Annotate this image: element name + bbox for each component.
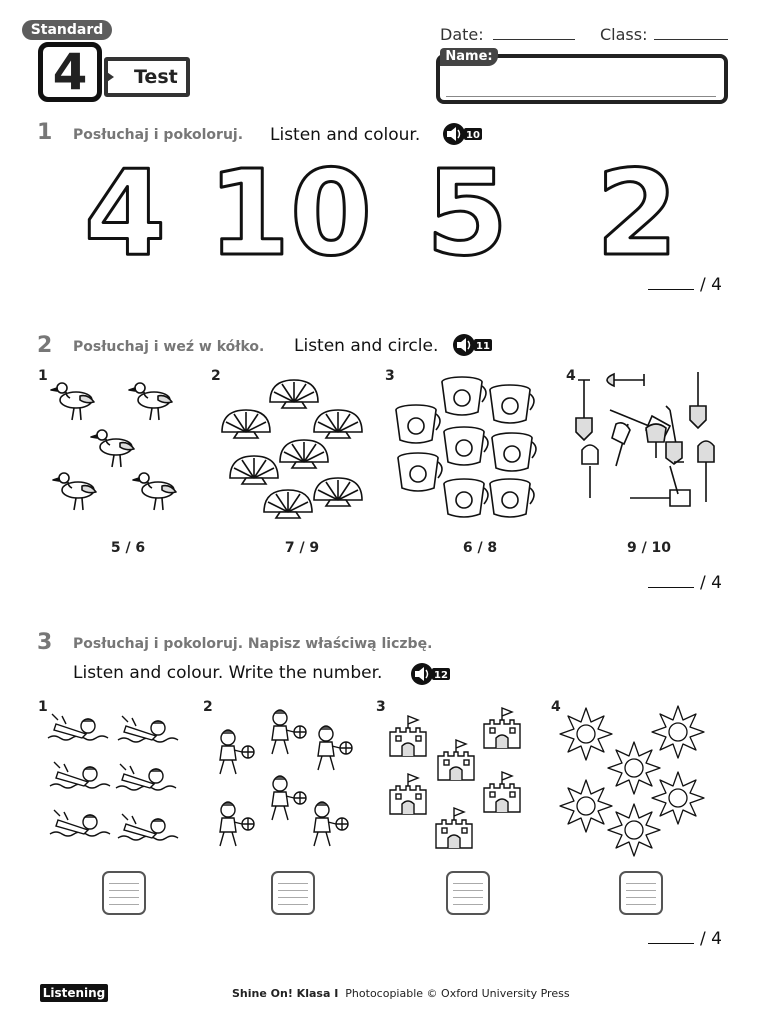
outlined-number-3[interactable]: 5 [425, 144, 509, 282]
shells-picture [218, 376, 368, 526]
exercise-2-item-label: 2 [211, 368, 221, 384]
answer-box-1[interactable] [102, 871, 146, 915]
speaker-icon [442, 122, 484, 146]
answer-box-4[interactable] [619, 871, 663, 915]
speaker-icon [452, 333, 494, 357]
footer-section-tag: Listening [40, 984, 108, 1002]
children-with-balls-picture [212, 706, 362, 854]
exercise-3-instruction-pl: Posłuchaj i pokoloruj. Napisz właściwą liczbę. [73, 636, 433, 652]
answer-box-3[interactable] [446, 871, 490, 915]
footer-credits: Shine On! Klasa I Photocopiable © Oxford University Press [232, 987, 570, 1000]
exercise-3-number: 3 [37, 630, 53, 655]
class-field[interactable] [654, 39, 728, 40]
sandcastles-picture [386, 706, 530, 856]
class-label: Class: [600, 25, 648, 44]
exercise-1-instruction-pl: Posłuchaj i pokoloruj. [73, 127, 244, 143]
outlined-numbers [80, 144, 700, 282]
svg-text:12: 12 [434, 670, 448, 681]
exercise-1-number: 1 [37, 120, 53, 145]
suns-picture [558, 706, 708, 858]
exercise-3-item-label: 2 [203, 699, 213, 715]
exercise-2-score: / 4 [648, 573, 722, 593]
score-line[interactable] [648, 587, 694, 588]
audio-track-number: 10 [466, 130, 480, 141]
buckets-picture [392, 372, 540, 524]
name-line [446, 96, 716, 97]
exercise-3-instruction-en: Listen and colour. Write the number. [73, 663, 383, 683]
date-field[interactable] [493, 39, 575, 40]
exercise-1-score: / 4 [648, 275, 722, 295]
exercise-2-options-4[interactable]: 9 / 10 [626, 540, 672, 556]
seagulls-picture [44, 372, 189, 522]
swimmers-picture [46, 706, 186, 854]
spades-picture [574, 370, 724, 520]
level-badge: Standard [22, 20, 112, 40]
exercise-3-item-label: 4 [551, 699, 561, 715]
audio-track-11[interactable] [452, 333, 494, 361]
exercise-1-instruction-en: Listen and colour. [270, 125, 421, 145]
exercise-3-score: / 4 [648, 929, 722, 949]
score-line[interactable] [648, 289, 694, 290]
exercise-3-item-label: 1 [38, 699, 48, 715]
outlined-number-2[interactable]: 10 [207, 144, 373, 282]
exercise-2-instruction-pl: Posłuchaj i weź w kółko. [73, 339, 265, 355]
exercise-2-options-2[interactable]: 7 / 9 [284, 540, 320, 556]
exercise-2-number: 2 [37, 333, 53, 358]
test-label: Test [104, 57, 190, 97]
score-line[interactable] [648, 943, 694, 944]
unit-number: 4 [38, 42, 102, 102]
outlined-number-1[interactable]: 4 [83, 144, 167, 282]
exercise-3-item-label: 3 [376, 699, 386, 715]
exercise-2-item-label: 3 [385, 368, 395, 384]
exercise-2-options-1[interactable]: 5 / 6 [110, 540, 146, 556]
name-label: Name: [440, 48, 498, 66]
date-label: Date: [440, 25, 484, 44]
exercise-2-instruction-en: Listen and circle. [294, 336, 439, 356]
exercise-2-item-label: 1 [38, 368, 48, 384]
speaker-icon [410, 662, 452, 686]
answer-box-2[interactable] [271, 871, 315, 915]
svg-text:11: 11 [476, 341, 490, 352]
exercise-2-item-label: 4 [566, 368, 576, 384]
outlined-number-4[interactable]: 2 [595, 144, 679, 282]
audio-track-12[interactable] [410, 662, 452, 690]
exercise-2-options-3[interactable]: 6 / 8 [462, 540, 498, 556]
